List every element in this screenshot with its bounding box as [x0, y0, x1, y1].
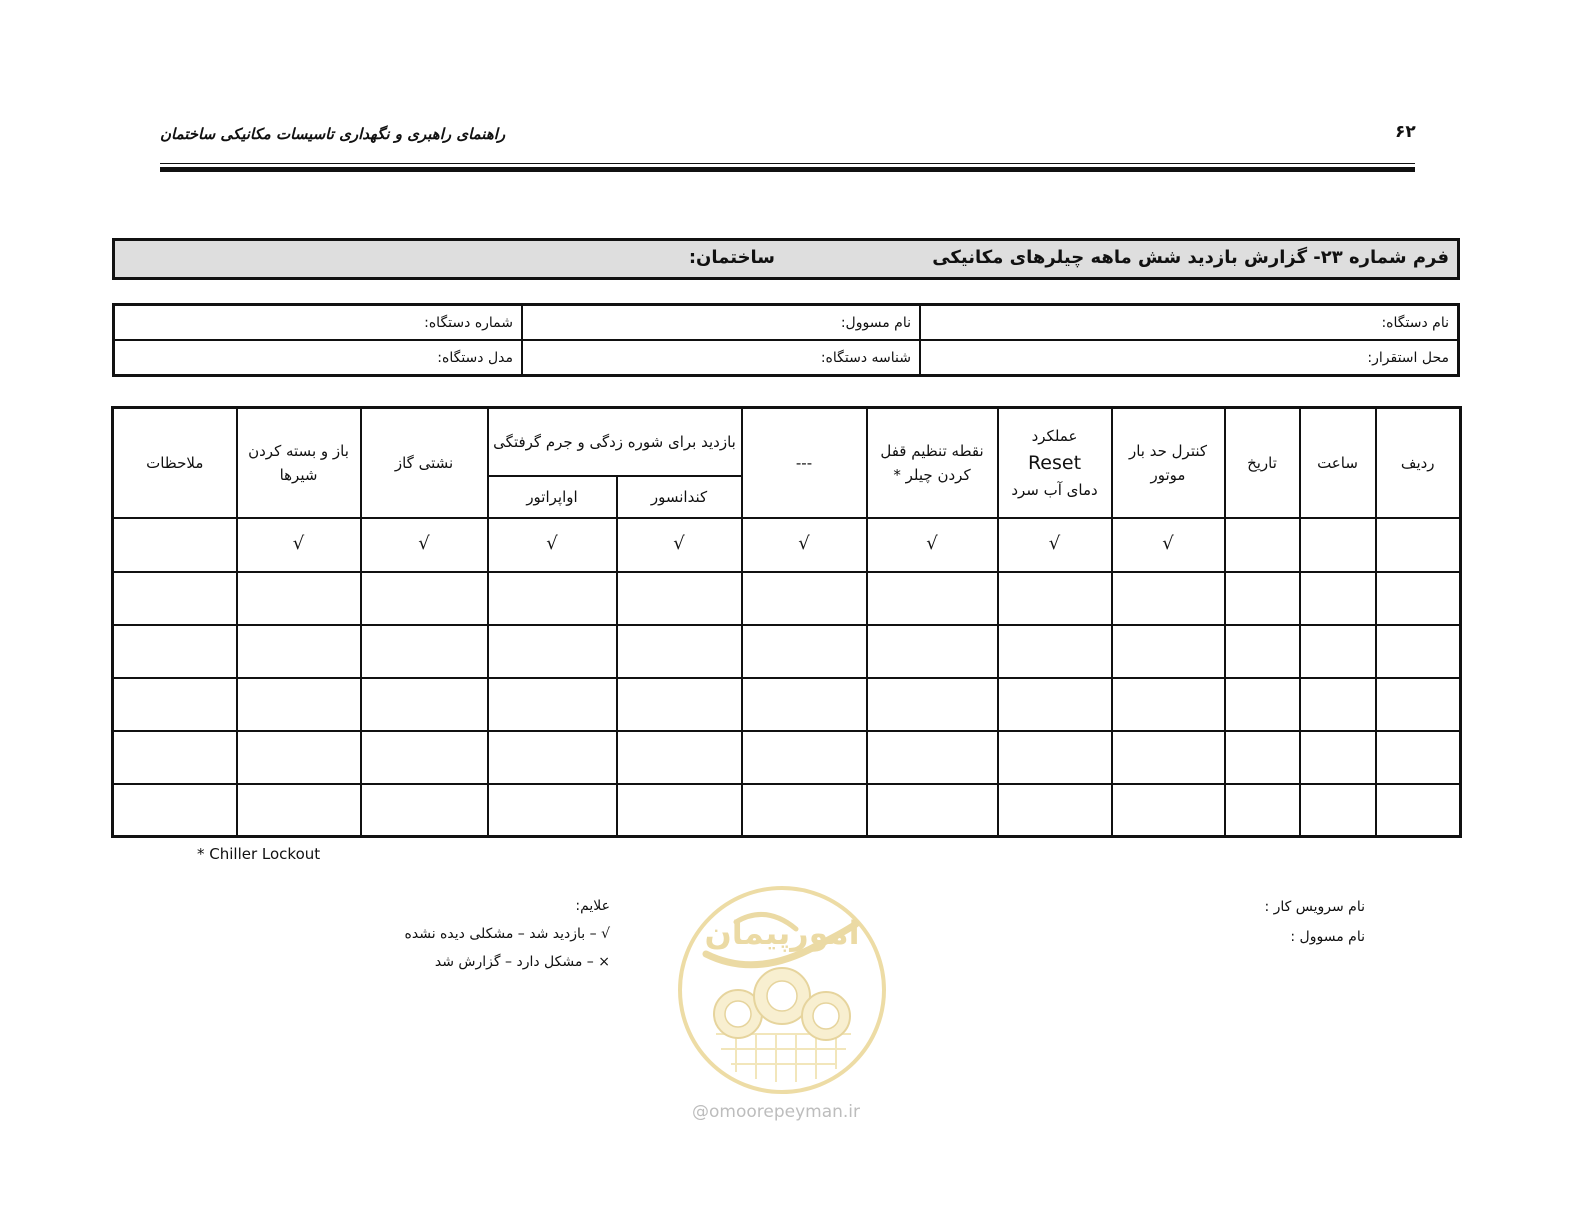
table-cell[interactable]: [1300, 625, 1376, 678]
header-dashes: ---: [742, 408, 867, 518]
table-cell[interactable]: [1225, 625, 1300, 678]
check-mark-evaporator[interactable]: √: [488, 518, 617, 572]
table-cell[interactable]: [617, 731, 742, 784]
table-cell[interactable]: [237, 784, 361, 837]
header-motor-load-control: کنترل حد بار موتور: [1112, 408, 1225, 518]
book-title: راهنمای راهبری و نگهداری تاسیسات مکانیکی ساختمان: [160, 125, 506, 143]
table-cell[interactable]: [1225, 784, 1300, 837]
reset-label-bottom: دمای آب سرد: [1011, 480, 1098, 499]
table-cell[interactable]: [742, 784, 867, 837]
header-rule-thick: [160, 167, 1415, 172]
table-cell[interactable]: [488, 572, 617, 625]
table-cell[interactable]: [113, 625, 237, 678]
device-info-table: [112, 303, 1460, 377]
table-cell[interactable]: [742, 731, 867, 784]
table-cell[interactable]: [1112, 572, 1225, 625]
table-cell[interactable]: [617, 784, 742, 837]
table-cell[interactable]: [237, 678, 361, 731]
reset-label-top: عملکرد: [1031, 426, 1078, 445]
header-row: ردیف: [1376, 408, 1461, 518]
cell-remarks[interactable]: [113, 518, 237, 572]
table-cell[interactable]: [1300, 731, 1376, 784]
table-cell[interactable]: [1112, 784, 1225, 837]
table-cell[interactable]: [998, 572, 1112, 625]
form-title-bar: [112, 238, 1460, 280]
device-number-cell[interactable]: شماره دستگاه:: [114, 305, 523, 341]
table-cell[interactable]: [1376, 625, 1461, 678]
table-cell[interactable]: [361, 731, 488, 784]
table-cell[interactable]: [867, 678, 998, 731]
table-cell[interactable]: [742, 678, 867, 731]
table-cell[interactable]: [867, 784, 998, 837]
table-cell[interactable]: [237, 731, 361, 784]
table-cell[interactable]: [1376, 678, 1461, 731]
watermark-logo-text: امورپیمان: [704, 914, 860, 952]
header-evaporator: اواپراتور: [488, 476, 617, 518]
header-gas-leak: نشتی گاز: [361, 408, 488, 518]
service-name-label: نام سرویس کار :: [1264, 899, 1365, 915]
table-cell[interactable]: [998, 731, 1112, 784]
table-cell[interactable]: [488, 678, 617, 731]
cell-time[interactable]: [1300, 518, 1376, 572]
table-cell[interactable]: [361, 784, 488, 837]
table-cell[interactable]: [361, 678, 488, 731]
header-valves: باز و بسته کردن شیرها: [237, 408, 361, 518]
header-date: تاریخ: [1225, 408, 1300, 518]
table-cell[interactable]: [867, 731, 998, 784]
table-cell[interactable]: [998, 678, 1112, 731]
watermark-logo: [676, 884, 888, 1096]
table-cell[interactable]: [998, 625, 1112, 678]
header-reset-performance: [998, 408, 1112, 518]
table-cell[interactable]: [488, 625, 617, 678]
legend: [400, 892, 610, 976]
table-cell[interactable]: [1112, 625, 1225, 678]
table-row: [113, 784, 1461, 837]
check-mark-valves[interactable]: √: [237, 518, 361, 572]
check-mark-motor-load[interactable]: √: [1112, 518, 1225, 572]
device-id-cell[interactable]: شناسه دستگاه:: [522, 340, 920, 376]
table-cell[interactable]: [742, 572, 867, 625]
table-cell[interactable]: [1112, 731, 1225, 784]
table-cell[interactable]: [1300, 572, 1376, 625]
table-cell[interactable]: [742, 625, 867, 678]
header-rule-thin: [160, 163, 1415, 164]
service-info: [1240, 892, 1365, 952]
table-cell[interactable]: [361, 572, 488, 625]
table-cell[interactable]: [1300, 678, 1376, 731]
table-cell[interactable]: [617, 572, 742, 625]
table-cell[interactable]: [617, 625, 742, 678]
header-remarks: ملاحظات: [113, 408, 237, 518]
table-cell[interactable]: [113, 731, 237, 784]
check-mark-reset[interactable]: √: [998, 518, 1112, 572]
table-cell[interactable]: [867, 625, 998, 678]
check-mark-dashes[interactable]: √: [742, 518, 867, 572]
table-cell[interactable]: [113, 784, 237, 837]
device-name-cell[interactable]: نام دستگاه:: [920, 305, 1459, 341]
header-time: ساعت: [1300, 408, 1376, 518]
table-cell[interactable]: [1225, 572, 1300, 625]
check-mark-lockout[interactable]: √: [867, 518, 998, 572]
table-cell[interactable]: [1376, 731, 1461, 784]
table-cell[interactable]: [488, 731, 617, 784]
table-cell[interactable]: [1225, 731, 1300, 784]
legend-title: علایم:: [575, 898, 610, 914]
table-cell[interactable]: [1376, 572, 1461, 625]
table-row: [113, 518, 1461, 572]
table-cell[interactable]: [361, 625, 488, 678]
page-number: ۶۲: [1395, 122, 1416, 142]
table-cell[interactable]: [1300, 784, 1376, 837]
legend-ok: √ – بازدید شد – مشکلی دیده نشده: [404, 926, 610, 942]
table-cell[interactable]: [113, 572, 237, 625]
table-cell[interactable]: [1225, 678, 1300, 731]
table-cell[interactable]: [617, 678, 742, 731]
form-title: فرم شماره ۲۳- گزارش بازدید شش ماهه چیلرهای مکانیکی: [932, 247, 1449, 268]
table-cell[interactable]: [1376, 784, 1461, 837]
table-row: [113, 731, 1461, 784]
table-cell[interactable]: [867, 572, 998, 625]
footnote: * Chiller Lockout: [197, 845, 321, 863]
responsible-name-cell[interactable]: نام مسوول:: [522, 305, 920, 341]
check-mark-gas-leak[interactable]: √: [361, 518, 488, 572]
table-cell[interactable]: [237, 625, 361, 678]
table-row: [113, 625, 1461, 678]
table-cell[interactable]: [998, 784, 1112, 837]
service-responsible-label: نام مسوول :: [1290, 929, 1365, 945]
header-lockout-setpoint: نقطه تنظیم قفل کردن چیلر *: [867, 408, 998, 518]
building-label: ساختمان:: [688, 247, 775, 268]
reset-label-mid: Reset: [1027, 451, 1082, 474]
table-cell[interactable]: [113, 678, 237, 731]
header-condenser: کندانسور: [617, 476, 742, 518]
cell-date[interactable]: [1225, 518, 1300, 572]
table-cell[interactable]: [1112, 678, 1225, 731]
cell-row[interactable]: [1376, 518, 1461, 572]
watermark-url: @omoorepeyman.ir: [692, 1102, 861, 1122]
inspection-table: [111, 406, 1462, 838]
table-row: [113, 572, 1461, 625]
table-row: [113, 678, 1461, 731]
legend-problem: × – مشکل دارد – گزارش شد: [434, 954, 610, 970]
table-cell[interactable]: [488, 784, 617, 837]
header-scale-inspection: بازدید برای شوره زدگی و جرم گرفتگی: [488, 408, 742, 476]
check-mark-condenser[interactable]: √: [617, 518, 742, 572]
device-model-cell[interactable]: مدل دستگاه:: [114, 340, 523, 376]
location-cell[interactable]: محل استقرار:: [920, 340, 1459, 376]
table-cell[interactable]: [237, 572, 361, 625]
